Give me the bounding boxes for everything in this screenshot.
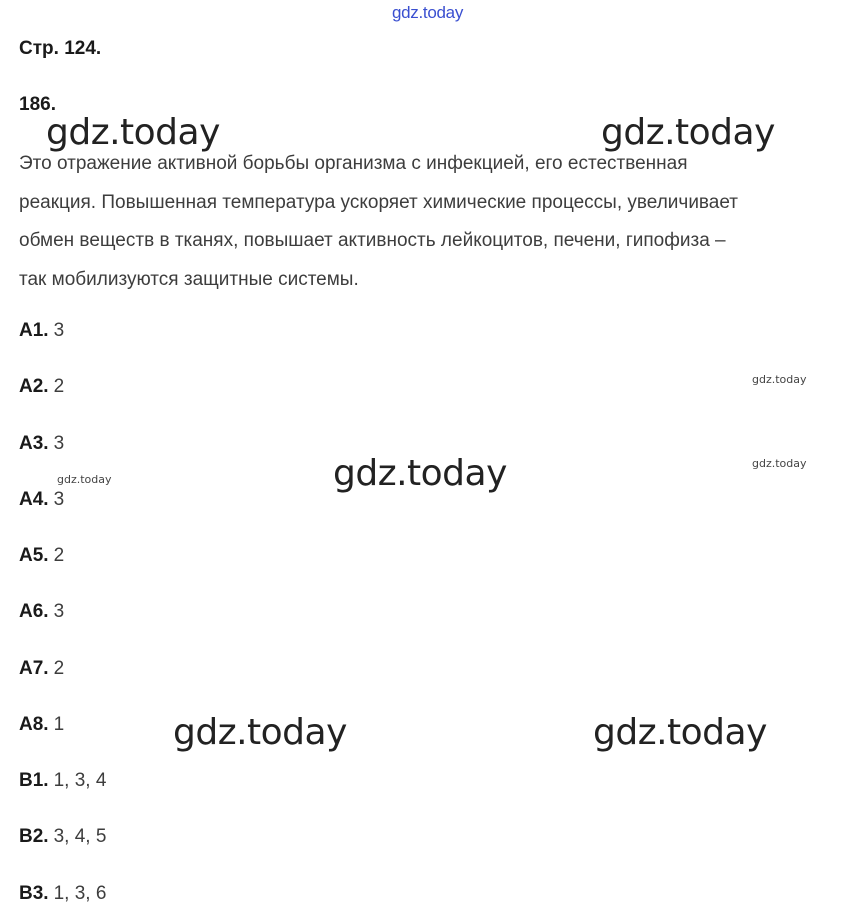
watermark: gdz.today — [173, 712, 347, 753]
site-link[interactable]: gdz.today — [392, 3, 464, 22]
answer-label: А7. — [19, 658, 49, 679]
answer-value: 1 — [53, 714, 65, 735]
answer-label: А5. — [19, 545, 49, 566]
watermark: gdz.today — [333, 453, 507, 494]
answer-value: 3 — [53, 433, 65, 454]
watermark: gdz.today — [593, 712, 767, 753]
watermark: gdz.today — [601, 112, 775, 153]
answer-label: А3. — [19, 433, 49, 454]
paragraph-line: так мобилизуются защитные системы. — [19, 268, 359, 290]
watermark: gdz.today — [46, 112, 220, 153]
answer-label: А1. — [19, 320, 49, 341]
answer-paragraph — [19, 145, 859, 299]
answer-value: 1, 3, 4 — [53, 770, 107, 791]
answer-value: 2 — [53, 376, 65, 397]
answer-a6 — [19, 601, 64, 623]
answer-b2 — [19, 826, 106, 848]
answer-a7 — [19, 658, 64, 680]
answer-b1 — [19, 770, 106, 792]
answer-label: В2. — [19, 826, 49, 847]
answer-a2 — [19, 376, 64, 398]
answer-a1 — [19, 320, 64, 342]
answer-value: 3 — [53, 489, 65, 510]
answer-label: А8. — [19, 714, 49, 735]
answer-b3 — [19, 883, 106, 905]
answer-value: 2 — [53, 658, 65, 679]
answer-label: А2. — [19, 376, 49, 397]
answer-label: В1. — [19, 770, 49, 791]
answer-value: 3, 4, 5 — [53, 826, 107, 847]
answer-value: 3 — [53, 601, 65, 622]
task-number: 186. — [19, 94, 56, 115]
paragraph-line: Это отражение активной борьбы организма с инфекцией, его естественная — [19, 153, 688, 174]
watermark: gdz.today — [752, 373, 807, 386]
answer-label: А4. — [19, 489, 49, 510]
watermark: gdz.today — [752, 457, 807, 470]
answer-value: 3 — [53, 320, 65, 341]
answer-label: А6. — [19, 601, 49, 622]
page-label: Стр. 124. — [19, 38, 102, 59]
paragraph-line: обмен веществ в тканях, повышает активность лейкоцитов, печени, гипофиза – — [19, 230, 726, 251]
answer-value: 2 — [53, 545, 65, 566]
paragraph-line: реакция. Повышенная температура ускоряет химические процессы, увеличивает — [19, 191, 739, 213]
answer-a4 — [19, 489, 64, 511]
answer-a3 — [19, 433, 64, 455]
watermark: gdz.today — [57, 473, 112, 486]
answer-a8 — [19, 714, 64, 736]
answer-a5 — [19, 545, 64, 567]
answer-value: 1, 3, 6 — [53, 883, 107, 904]
answer-label: В3. — [19, 883, 49, 904]
